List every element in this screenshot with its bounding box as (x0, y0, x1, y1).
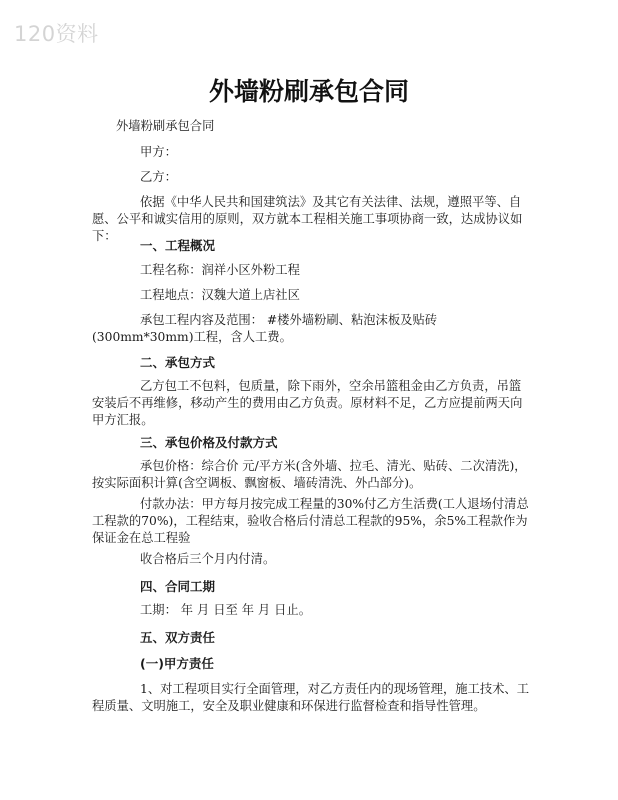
project-scope: 承包工程内容及范围： #楼外墙粉刷、粘泡沫板及贴砖(300mm*30mm)工程，含人工费。 (92, 313, 438, 344)
project-name: 工程名称：润祥小区外粉工程 (140, 263, 300, 277)
section-heading-period: 四、合同工期 (140, 579, 216, 594)
section-heading-overview: 一、工程概况 (140, 238, 216, 253)
subsection-heading-party-a: (一)甲方责任 (140, 656, 214, 671)
section-heading-responsibilities: 五、双方责任 (140, 630, 216, 645)
payment-paragraph: 付款办法：甲方每月按完成工程量的30%付乙方生活费(工人退场付清总工程款的70%)，工程结束，验收合格后付清总工程款的95%，余5%工程款作为保证金在总工程验 (92, 497, 529, 545)
project-location: 工程地点：汉魏大道上店社区 (140, 288, 300, 302)
party-a-responsibility-item-1: 1、对工程项目实行全面管理，对乙方责任内的现场管理，施工技术、工程质量、文明施工，安全及职业健康和环保进行监督检查和指导性管理。 (92, 682, 530, 713)
contract-period: 工期： 年 月 日至 年 月 日止。 (140, 603, 312, 617)
document-subtitle: 外墙粉刷承包合同 (116, 119, 215, 133)
section-heading-price-payment: 三、承包价格及付款方式 (140, 435, 278, 450)
party-b-label: 乙方： (140, 170, 177, 184)
contract-method-paragraph: 乙方包工不包料，包质量，除下雨外，空余吊篮租金由乙方负责，吊篮安装后不再维修，移动产生的费用由乙方负责。原材料不足，乙方应提前两天向甲方汇报。 (92, 379, 523, 427)
intro-paragraph: 依据《中华人民共和国建筑法》及其它有关法律、法规，遵照平等、自愿、公平和诚实信用的原则，双方就本工程相关施工事项协商一致，达成协议如下： (92, 195, 523, 243)
party-a-label: 甲方： (140, 145, 177, 159)
section-heading-contract-method: 二、承包方式 (140, 355, 216, 370)
document-title: 外墙粉刷承包合同 (208, 77, 409, 106)
watermark: 120资料 (14, 22, 99, 46)
payment-paragraph-tail: 收合格后三个月内付清。 (140, 552, 276, 566)
price-paragraph: 承包价格：综合价 元/平方米(含外墙、拉毛、清光、贴砖、二次清洗)，按实际面积计算(含空调板、飘窗板、墙砖清洗、外凸部分)。 (92, 459, 527, 490)
